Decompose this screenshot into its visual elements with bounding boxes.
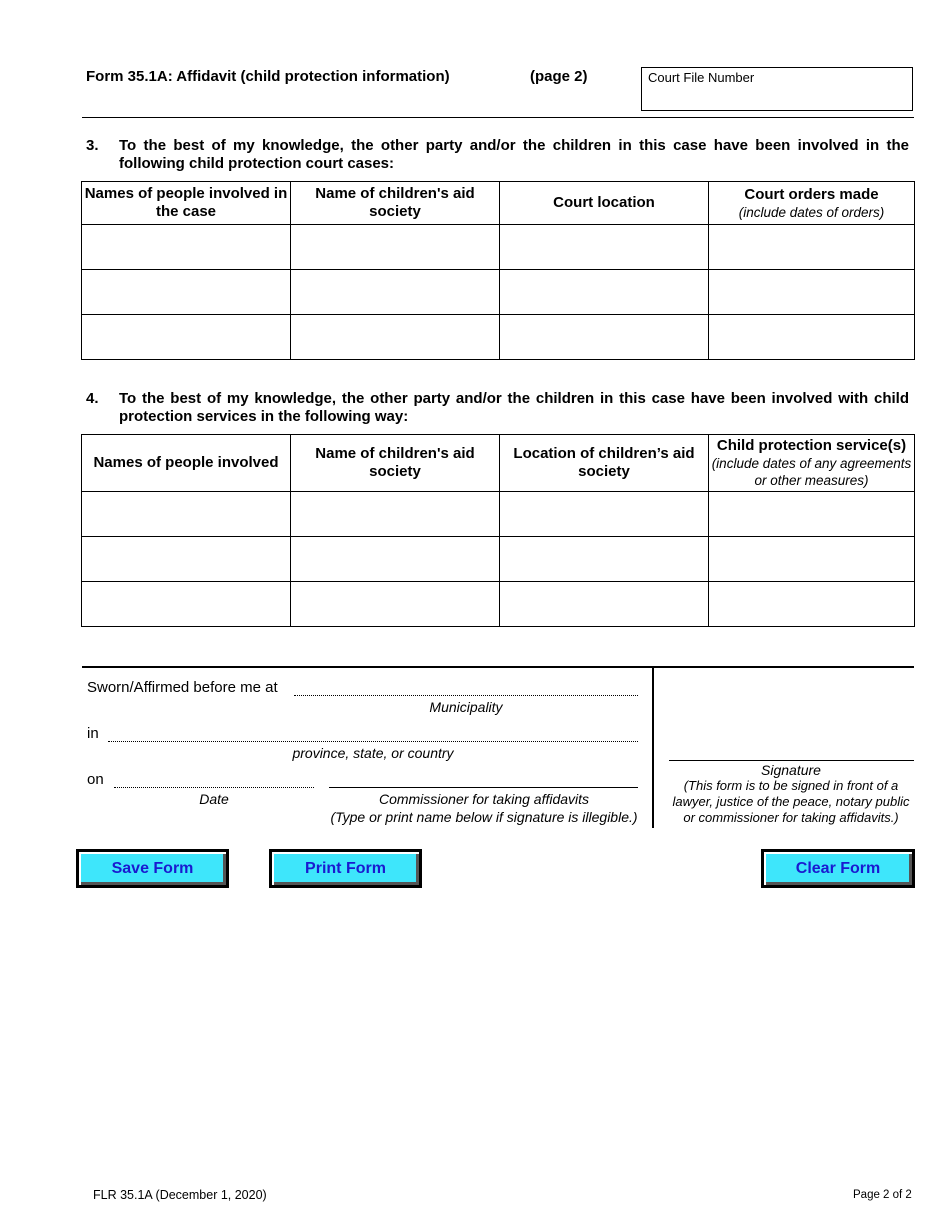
court-cases-table: [81, 181, 915, 360]
table-row: [82, 537, 915, 582]
table-cell-input[interactable]: [291, 225, 500, 270]
table-cell-input[interactable]: [709, 315, 915, 360]
date-caption: Date: [199, 791, 229, 807]
province-caption: province, state, or country: [292, 745, 454, 761]
signature-note: (This form is to be signed in front of a lawyer, justice of the peace, notary public or commissioner for taking affidavits.): [672, 778, 910, 825]
table-cell-input[interactable]: [291, 270, 500, 315]
table-row: [82, 582, 915, 627]
section-4-text: To the best of my knowledge, the other party and/or the children in this case have been involved with child protection services in the following way:: [119, 390, 909, 425]
table-cell-input[interactable]: [82, 225, 291, 270]
table-cell-input[interactable]: [291, 582, 500, 627]
commissioner-caption: Commissioner for taking affidavits: [378, 791, 590, 807]
table-cell-input[interactable]: [500, 537, 709, 582]
table-cell-input[interactable]: [500, 315, 709, 360]
table-cell-input[interactable]: [82, 315, 291, 360]
commissioner-signature-line: [329, 787, 638, 788]
table-cell-input[interactable]: [82, 537, 291, 582]
province-field[interactable]: [108, 741, 638, 742]
header-divider: [82, 117, 914, 118]
court-file-number-label: Court File Number: [648, 70, 755, 85]
date-field[interactable]: [114, 787, 314, 788]
table-cell-input[interactable]: [82, 270, 291, 315]
form-title: Form 35.1A: Affidavit (child protection information): [86, 68, 450, 85]
table-cell-input[interactable]: [291, 492, 500, 537]
print-form-button[interactable]: Print Form: [269, 849, 422, 888]
column-header-society-location: Location of children’s aid society: [500, 435, 709, 492]
column-header-society: Name of children's aid society: [291, 182, 500, 225]
municipality-caption: Municipality: [429, 699, 503, 715]
section-4-number: 4.: [86, 390, 99, 407]
save-form-button[interactable]: Save Form: [76, 849, 229, 888]
column-header-names: Names of people involved: [82, 435, 291, 492]
table-cell-input[interactable]: [291, 315, 500, 360]
table-row: [82, 270, 915, 315]
table-cell-input[interactable]: [500, 225, 709, 270]
municipality-field[interactable]: [294, 695, 638, 696]
column-header-society: Name of children's aid society: [291, 435, 500, 492]
section-3-text: To the best of my knowledge, the other party and/or the children in this case have been involved in the following child protection court cases:: [119, 137, 909, 172]
signature-caption: Signature: [761, 762, 821, 778]
column-header-court-location: Court location: [500, 182, 709, 225]
form-id-footer: FLR 35.1A (December 1, 2020): [93, 1188, 267, 1202]
commissioner-note: (Type or print name below if signature is illegible.): [330, 809, 638, 825]
table-row: [82, 225, 915, 270]
jurat-vertical-divider: [652, 666, 654, 828]
page-number-footer: Page 2 of 2: [853, 1189, 912, 1201]
table-cell-input[interactable]: [709, 492, 915, 537]
column-header-names: Names of people involved in the case: [82, 182, 291, 225]
table-row: [82, 492, 915, 537]
column-header-court-orders: Court orders made (include dates of orders): [709, 182, 915, 225]
section-3-number: 3.: [86, 137, 99, 154]
table-cell-input[interactable]: [82, 492, 291, 537]
table-cell-input[interactable]: [82, 582, 291, 627]
table-cell-input[interactable]: [709, 270, 915, 315]
signature-caption-block: [668, 762, 914, 826]
sworn-label: Sworn/Affirmed before me at: [87, 679, 278, 696]
column-header-protection-services: Child protection service(s) (include dates of any agreements or other measures): [709, 435, 915, 492]
table-cell-input[interactable]: [500, 582, 709, 627]
court-file-number-field[interactable]: [641, 67, 913, 111]
page-label: (page 2): [530, 68, 588, 85]
signature-line: [669, 760, 914, 761]
clear-form-button[interactable]: Clear Form: [761, 849, 915, 888]
table-cell-input[interactable]: [291, 537, 500, 582]
on-label: on: [87, 771, 104, 788]
table-cell-input[interactable]: [709, 537, 915, 582]
protection-services-table: [81, 434, 915, 627]
table-cell-input[interactable]: [500, 492, 709, 537]
table-cell-input[interactable]: [709, 225, 915, 270]
table-row: [82, 315, 915, 360]
table-cell-input[interactable]: [709, 582, 915, 627]
jurat-top-divider: [82, 666, 914, 668]
in-label: in: [87, 725, 99, 742]
table-cell-input[interactable]: [500, 270, 709, 315]
